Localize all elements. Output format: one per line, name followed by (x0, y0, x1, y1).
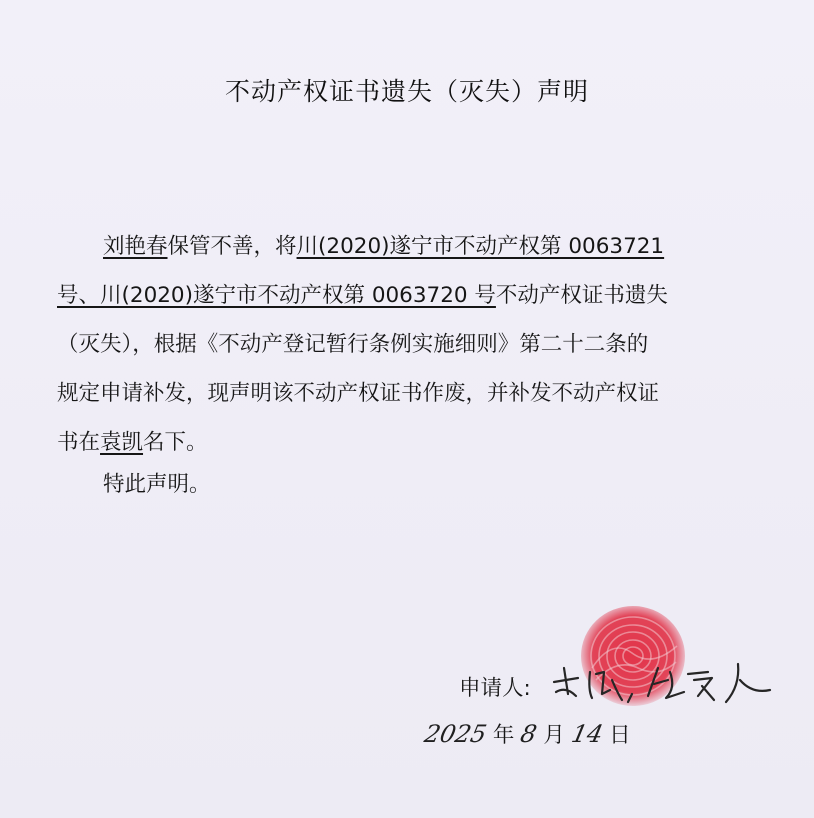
year-unit: 年 (492, 723, 515, 748)
new-owner-name: 袁凯 (100, 430, 144, 455)
paragraph-line-5-suffix: 名下。 (143, 430, 208, 455)
month-unit: 月 (543, 723, 565, 748)
day-unit: 日 (609, 723, 631, 748)
applicant-label: 申请人: (459, 676, 531, 701)
document-title: 不动产权证书遗失（灭失）声明 (224, 77, 589, 106)
date-year: 2025 (422, 720, 490, 748)
date-month: 8 (518, 720, 540, 748)
certificate-number-1-part-1: 川(2020)遂宁市不动产权第 0063721 (296, 234, 665, 259)
paragraph-line-1 (57, 222, 757, 271)
paragraph-line-5 (57, 418, 757, 467)
certificate-numbers-continued: 号、川(2020)遂宁市不动产权第 0063720 号 (57, 283, 496, 308)
paragraph-text-2: 不动产权证书遗失 (495, 283, 668, 308)
handwritten-signature (548, 650, 778, 710)
paragraph-line-5-prefix: 书在 (57, 430, 101, 455)
paragraph-line-2 (57, 271, 757, 320)
paragraph-line-4: 规定申请补发，现声明该不动产权证书作废，并补发不动产权证 (57, 381, 660, 406)
closing-statement: 特此声明。 (103, 472, 211, 497)
declaration-date (422, 718, 631, 758)
paragraph-line-3: （灭失），根据《不动产登记暂行条例实施细则》第二十二条的 (57, 332, 649, 357)
date-day: 14 (568, 720, 606, 748)
owner-name: 刘艳春 (103, 234, 168, 259)
declaration-paragraph (57, 222, 757, 467)
paragraph-text-1: 保管不善，将 (167, 234, 297, 259)
